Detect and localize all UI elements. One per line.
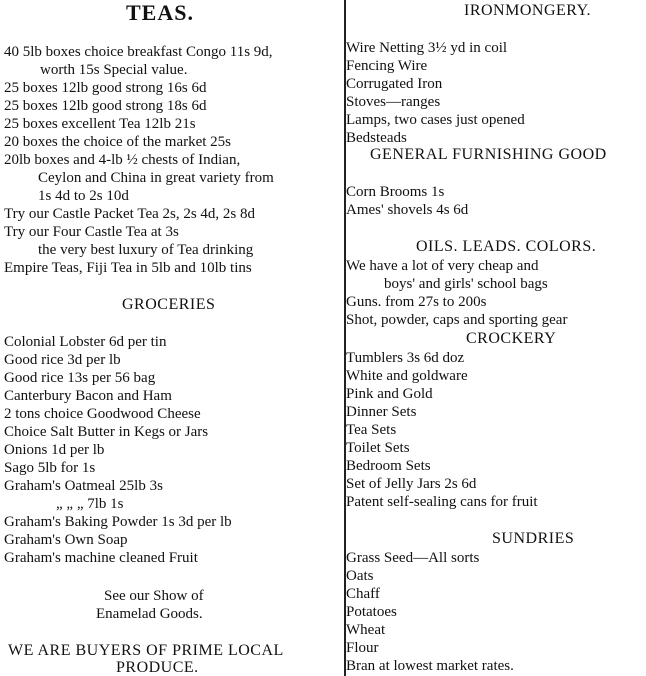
ironmongery-line: Lamps, two cases just opened <box>346 112 525 128</box>
groceries-line: Canterbury Bacon and Ham <box>4 388 172 404</box>
show-line: Enamelad Goods. <box>96 606 203 622</box>
teas-line: Empire Teas, Fiji Tea in 5lb and 10lb tins <box>4 260 252 276</box>
teas-line: 40 5lb boxes choice breakfast Congo 11s 9d, <box>4 44 273 60</box>
oils-heading: OILS. LEADS. COLORS. <box>416 238 597 255</box>
teas-line: Try our Castle Packet Tea 2s, 2s 4d, 2s 8d <box>4 206 256 222</box>
groceries-line: Graham's Own Soap <box>4 532 128 548</box>
crockery-line: Tea Sets <box>346 422 397 438</box>
teas-heading: TEAS. <box>126 0 194 25</box>
groceries-line: Sago 5lb for 1s <box>4 460 96 476</box>
teas-line: 25 boxes excellent Tea 12lb 21s <box>4 116 196 132</box>
sundries-line: Oats <box>346 568 374 584</box>
buyers-line: PRODUCE. <box>116 659 199 676</box>
crockery-line: Tumblers 3s 6d doz <box>346 350 465 366</box>
groceries-line: Graham's Baking Powder 1s 3d per lb <box>4 514 232 530</box>
ironmongery-line: Stoves—ranges <box>346 94 441 110</box>
groceries-line: Graham's machine cleaned Fruit <box>4 550 198 566</box>
buyers-line: WE ARE BUYERS OF PRIME LOCAL <box>8 642 284 659</box>
crockery-line: Bedroom Sets <box>346 458 431 474</box>
ironmongery-heading: IRONMONGERY. <box>464 2 592 19</box>
sundries-line: Bran at lowest market rates. <box>346 658 514 674</box>
show-line: See our Show of <box>104 588 204 604</box>
sundries-line: Wheat <box>346 622 386 638</box>
sundries-line: Potatoes <box>346 604 397 620</box>
ironmongery-line: Wire Netting 3½ yd in coil <box>346 40 508 56</box>
sundries-line: Grass Seed—All sorts <box>346 550 480 566</box>
teas-line: 1s 4d to 2s 10d <box>38 188 129 204</box>
oils-line: Guns. from 27s to 200s <box>346 294 487 310</box>
teas-line: worth 15s Special value. <box>40 62 188 78</box>
groceries-line: „ „ „ 7lb 1s <box>56 496 124 512</box>
crockery-heading: CROCKERY <box>466 330 557 347</box>
crockery-line: Pink and Gold <box>346 386 433 402</box>
furnishing-line: Ames' shovels 4s 6d <box>346 202 469 218</box>
crockery-line: Patent self-sealing cans for fruit <box>346 494 538 510</box>
groceries-line: Good rice 13s per 56 bag <box>4 370 156 386</box>
groceries-line: Onions 1d per lb <box>4 442 105 458</box>
teas-line: 20 boxes the choice of the market 25s <box>4 134 232 150</box>
groceries-heading: GROCERIES <box>122 296 216 313</box>
teas-line: 25 boxes 12lb good strong 16s 6d <box>4 80 207 96</box>
groceries-line: Graham's Oatmeal 25lb 3s <box>4 478 163 494</box>
crockery-line: Set of Jelly Jars 2s 6d <box>346 476 477 492</box>
crockery-line: Toilet Sets <box>346 440 410 456</box>
teas-line: 20lb boxes and 4-lb ½ chests of Indian, <box>4 152 241 168</box>
teas-line: 25 boxes 12lb good strong 18s 6d <box>4 98 207 114</box>
teas-line: Try our Four Castle Tea at 3s <box>4 224 179 240</box>
ironmongery-line: Fencing Wire <box>346 58 428 74</box>
sundries-heading: SUNDRIES <box>492 530 575 547</box>
groceries-line: Colonial Lobster 6d per tin <box>4 334 167 350</box>
sundries-line: Chaff <box>346 586 380 602</box>
sundries-line: Flour <box>346 640 379 656</box>
oils-line: We have a lot of very cheap and <box>346 258 539 274</box>
ironmongery-line: Bedsteads <box>346 130 407 146</box>
oils-line: boys' and girls' school bags <box>384 276 548 292</box>
furnishing-heading: GENERAL FURNISHING GOOD <box>370 146 607 163</box>
teas-line: the very best luxury of Tea drinking <box>38 242 254 258</box>
crockery-line: Dinner Sets <box>346 404 417 420</box>
groceries-line: Good rice 3d per lb <box>4 352 121 368</box>
furnishing-line: Corn Brooms 1s <box>346 184 445 200</box>
teas-line: Ceylon and China in great variety from <box>38 170 274 186</box>
ironmongery-line: Corrugated Iron <box>346 76 443 92</box>
groceries-line: 2 tons choice Goodwood Cheese <box>4 406 201 422</box>
groceries-line: Choice Salt Butter in Kegs or Jars <box>4 424 209 440</box>
oils-line: Shot, powder, caps and sporting gear <box>346 312 568 328</box>
crockery-line: White and goldware <box>346 368 468 384</box>
